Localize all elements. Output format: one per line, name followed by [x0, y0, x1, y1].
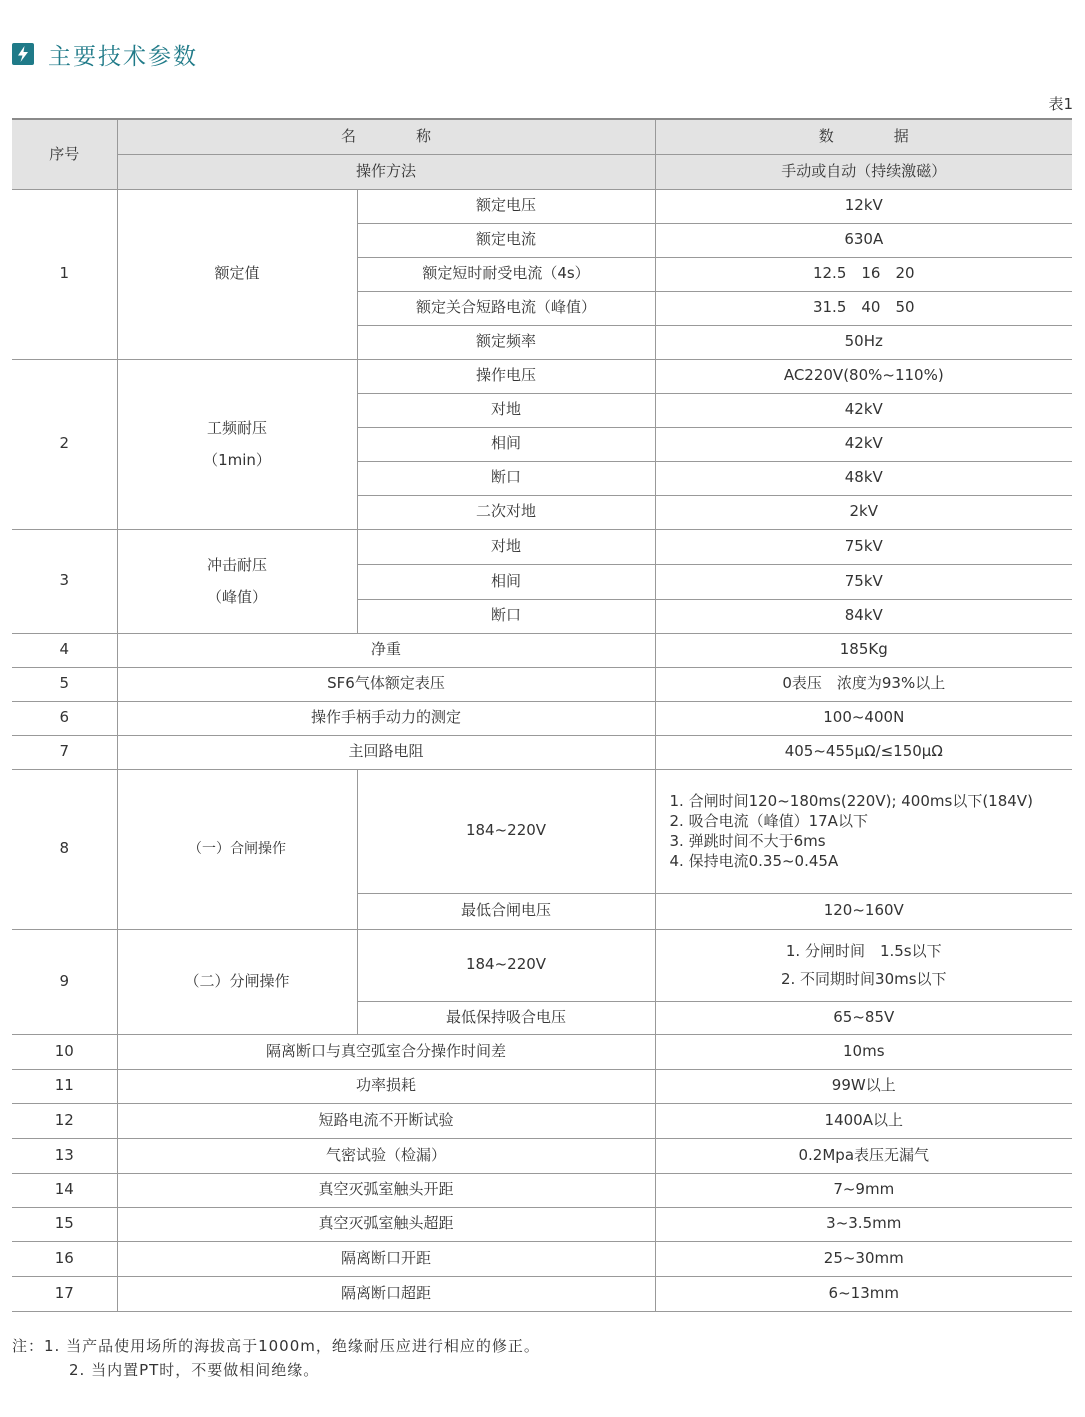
param-value [655, 769, 1072, 893]
param-value: 0表压 浓度为93%以上 [655, 667, 1072, 701]
param-value: 75kV [655, 529, 1072, 564]
param-value: 120~160V [655, 893, 1072, 929]
header-data: 数 据 [655, 119, 1072, 154]
param-name: 对地 [357, 529, 655, 564]
row-number: 17 [12, 1276, 117, 1311]
param-group-line: 工频耐压 [206, 419, 267, 437]
param-name: 最低合闸电压 [357, 893, 655, 929]
footnotes [12, 1334, 540, 1382]
lightning-icon [12, 43, 34, 65]
param-value: 1400A以上 [655, 1103, 1072, 1138]
row-number: 4 [12, 633, 117, 667]
row-number: 7 [12, 735, 117, 769]
param-name: SF6气体额定表压 [117, 667, 655, 701]
value-line: 2. 不同期时间30ms以下 [780, 970, 947, 988]
param-value: 0.2Mpa表压无漏气 [655, 1138, 1072, 1173]
table-row [12, 929, 1072, 1001]
param-name: 额定电压 [357, 189, 655, 223]
table-row [12, 1034, 1072, 1069]
spec-table [12, 118, 1072, 1312]
param-group-line: （1min） [203, 451, 271, 469]
row-number: 16 [12, 1241, 117, 1276]
param-value: 99W以上 [655, 1069, 1072, 1103]
table-row [12, 189, 1072, 223]
row-number: 10 [12, 1034, 117, 1069]
param-value: 12.5 16 20 [655, 257, 1072, 291]
param-name: 额定频率 [357, 325, 655, 359]
param-value: 405~455μΩ/≤150μΩ [655, 735, 1072, 769]
table-row [12, 701, 1072, 735]
param-value: 630A [655, 223, 1072, 257]
param-name: 相间 [357, 564, 655, 599]
param-group: （一）合闸操作 [117, 769, 357, 929]
param-group-line: （峰值） [206, 588, 267, 606]
param-value: 42kV [655, 393, 1072, 427]
table-number: 表1 [1048, 95, 1073, 113]
row-number: 13 [12, 1138, 117, 1173]
param-name: 断口 [357, 599, 655, 633]
param-group-line: 冲击耐压 [206, 556, 267, 574]
param-value: 48kV [655, 461, 1072, 495]
param-value: 2kV [655, 495, 1072, 529]
param-name: 主回路电阻 [117, 735, 655, 769]
table-row [12, 735, 1072, 769]
row-number: 11 [12, 1069, 117, 1103]
table-row [12, 359, 1072, 393]
table-row [12, 769, 1072, 893]
table-row [12, 1173, 1072, 1207]
param-value: 42kV [655, 427, 1072, 461]
table-row [12, 1241, 1072, 1276]
param-name: 额定电流 [357, 223, 655, 257]
param-name: 184~220V [357, 769, 655, 893]
param-value: 185Kg [655, 633, 1072, 667]
header-name: 名 称 [117, 119, 655, 154]
row-number: 9 [12, 929, 117, 1034]
param-group: （二）分闸操作 [117, 929, 357, 1034]
param-name: 断口 [357, 461, 655, 495]
param-value: 65~85V [655, 1001, 1072, 1034]
param-name: 操作手柄手动力的测定 [117, 701, 655, 735]
param-value: 84kV [655, 599, 1072, 633]
value-line: 4. 保持电流0.35~0.45A [669, 852, 839, 870]
page-title: 主要技术参数 [48, 43, 198, 70]
header-op-method: 操作方法 [117, 154, 655, 189]
param-name: 二次对地 [357, 495, 655, 529]
value-line: 2. 吸合电流（峰值）17A以下 [669, 812, 868, 830]
param-name: 相间 [357, 427, 655, 461]
table-row [12, 633, 1072, 667]
table-row [12, 1276, 1072, 1311]
header-seq: 序号 [12, 119, 117, 189]
table-row [12, 667, 1072, 701]
param-name: 额定短时耐受电流（4s） [357, 257, 655, 291]
param-name: 隔离断口与真空弧室合分操作时间差 [117, 1034, 655, 1069]
table-row [12, 529, 1072, 564]
param-name: 操作电压 [357, 359, 655, 393]
row-number: 2 [12, 359, 117, 529]
row-number: 12 [12, 1103, 117, 1138]
param-value: 31.5 40 50 [655, 291, 1072, 325]
param-value: 25~30mm [655, 1241, 1072, 1276]
param-value: 7~9mm [655, 1173, 1072, 1207]
param-value: 75kV [655, 564, 1072, 599]
table-row [12, 1138, 1072, 1173]
param-name: 最低保持吸合电压 [357, 1001, 655, 1034]
value-line: 1. 分闸时间 1.5s以下 [785, 942, 942, 960]
param-name: 真空灭弧室触头超距 [117, 1207, 655, 1241]
param-name: 对地 [357, 393, 655, 427]
param-value: 100~400N [655, 701, 1072, 735]
footnote: 2. 当内置PT时，不要做相间绝缘。 [69, 1361, 320, 1379]
section-title [12, 40, 198, 68]
param-group [117, 529, 357, 633]
header-op-value: 手动或自动（持续激磁） [655, 154, 1072, 189]
param-name: 额定关合短路电流（峰值） [357, 291, 655, 325]
param-name: 短路电流不开断试验 [117, 1103, 655, 1138]
table-row [12, 1069, 1072, 1103]
param-name: 净重 [117, 633, 655, 667]
param-name: 功率损耗 [117, 1069, 655, 1103]
param-name: 隔离断口开距 [117, 1241, 655, 1276]
table-row [12, 1207, 1072, 1241]
param-group: 额定值 [117, 189, 357, 359]
footnote: 注：1. 当产品使用场所的海拔高于1000m，绝缘耐压应进行相应的修正。 [12, 1337, 540, 1355]
param-value: 10ms [655, 1034, 1072, 1069]
value-line: 1. 合闸时间120~180ms(220V); 400ms以下(184V) [669, 792, 1033, 810]
param-name: 隔离断口超距 [117, 1276, 655, 1311]
value-line: 3. 弹跳时间不大于6ms [669, 832, 826, 850]
param-name: 气密试验（检漏） [117, 1138, 655, 1173]
param-value: 12kV [655, 189, 1072, 223]
param-value: 50Hz [655, 325, 1072, 359]
param-value: 6~13mm [655, 1276, 1072, 1311]
row-number: 1 [12, 189, 117, 359]
param-name: 真空灭弧室触头开距 [117, 1173, 655, 1207]
param-value: 3~3.5mm [655, 1207, 1072, 1241]
param-value: AC220V(80%~110%) [655, 359, 1072, 393]
param-value [655, 929, 1072, 1001]
row-number: 6 [12, 701, 117, 735]
row-number: 8 [12, 769, 117, 929]
param-name: 184~220V [357, 929, 655, 1001]
table-row [12, 1103, 1072, 1138]
row-number: 5 [12, 667, 117, 701]
row-number: 15 [12, 1207, 117, 1241]
row-number: 3 [12, 529, 117, 633]
param-group [117, 359, 357, 529]
row-number: 14 [12, 1173, 117, 1207]
